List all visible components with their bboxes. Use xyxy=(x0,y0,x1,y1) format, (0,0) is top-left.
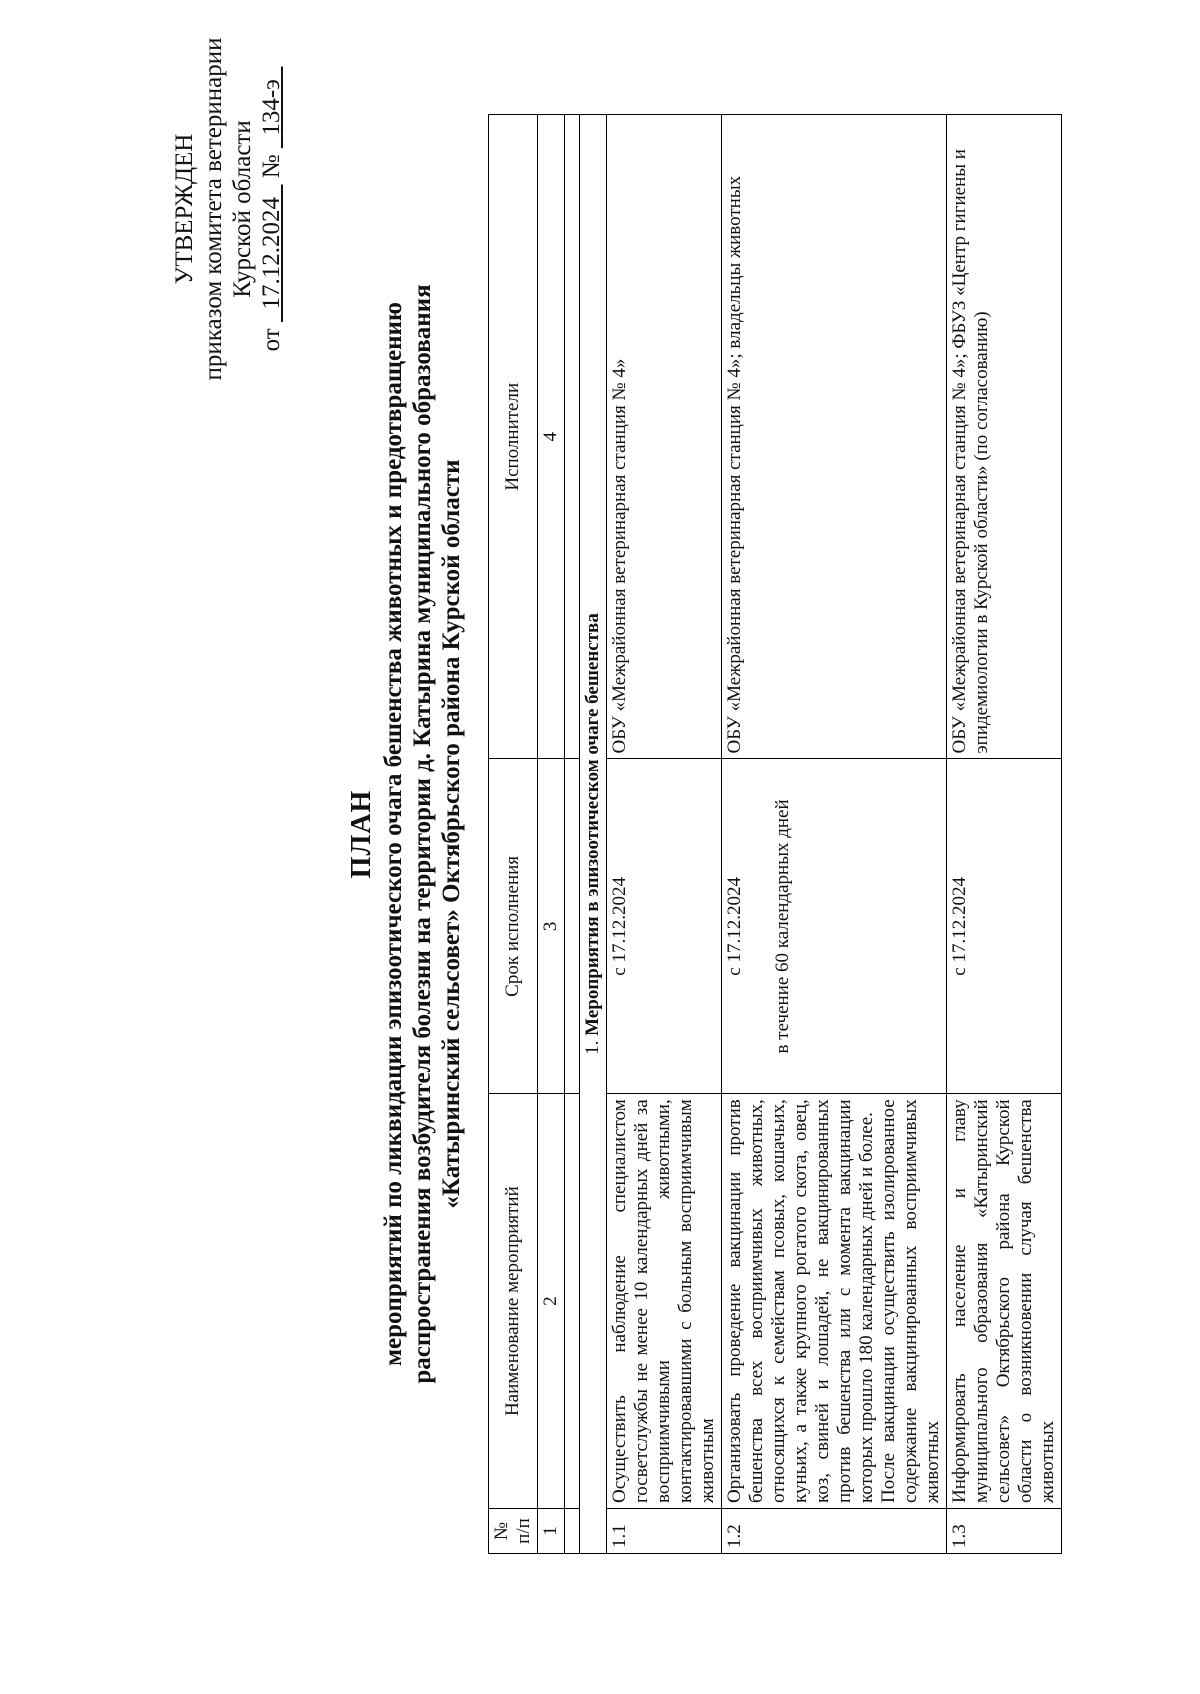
approval-number-sign: № xyxy=(258,154,285,179)
row-term-duration: в течение 60 календарных дней xyxy=(772,799,793,1054)
approval-stamp xyxy=(170,29,286,389)
header-num: № п/п xyxy=(489,1509,538,1554)
header-term: Срок исполнения xyxy=(489,759,538,1094)
approval-order-line xyxy=(257,29,286,389)
column-number: 1 xyxy=(538,1509,565,1554)
approval-line-2: приказом комитета ветеринарии xyxy=(200,37,227,381)
row-term xyxy=(947,759,1062,1094)
plan-subtitle-line-1: мероприятий по ликвидации эпизоотического очага бешенства животных и предотвращению xyxy=(380,302,407,1367)
section-title xyxy=(580,115,607,1554)
section-row xyxy=(580,115,607,1554)
row-exec: ОБУ «Межрайонная ветеринарная станция № 4»; владельцы животных xyxy=(722,115,947,760)
table-row xyxy=(722,115,947,1554)
approval-from-prefix: от xyxy=(258,328,285,352)
column-number-row xyxy=(538,115,565,1554)
row-term-start: с 17.12.2024 xyxy=(949,877,970,976)
table-header-row xyxy=(489,115,538,1554)
row-exec: ОБУ «Межрайонная ветеринарная станция № 4» xyxy=(607,115,722,760)
plan-subtitle-line-3: «Катыринский сельсовет» Октябрьского района Курской области xyxy=(438,459,465,1209)
title-block xyxy=(345,124,466,1544)
table-row xyxy=(607,115,722,1554)
approval-date: 17.12.2024 xyxy=(258,197,285,310)
row-name: Информировать население и главу муниципального образования «Катыринский сельсовет» Октябрьского района Курской области о возникновении случая бешенства животных xyxy=(947,1094,1062,1509)
row-num: 1.1 xyxy=(607,1509,722,1554)
approval-number: 134-э xyxy=(258,79,285,136)
row-term-start: с 17.12.2024 xyxy=(609,877,630,976)
header-exec: Исполнители xyxy=(489,115,538,760)
table-row xyxy=(947,115,1062,1554)
column-number: 2 xyxy=(538,1094,565,1509)
row-term xyxy=(722,759,947,1094)
plan-title: ПЛАН xyxy=(346,789,377,879)
approval-line-3: Курской области xyxy=(229,120,256,298)
approval-line-1: УТВЕРЖДЕН xyxy=(171,133,198,285)
row-name xyxy=(722,1094,947,1509)
column-number: 4 xyxy=(538,115,565,760)
plan-table xyxy=(488,114,1062,1554)
row-name-main: Организовать проведение вакцинации против бешенства всех восприимчивых животных, относящихся к семействам псовых, кошачьих, куньих, а также крупного рогатого скота, овец, коз, свиней и лошадей, не вакцинированных против бешенства или с момента вакцинации которых прошло 180 календарных дней и более. xyxy=(724,1099,877,1504)
column-number: 3 xyxy=(538,759,565,1094)
section-title-text: Мероприятия в эпизоотическом очаге бешенства xyxy=(582,613,603,1036)
row-num: 1.2 xyxy=(722,1509,947,1554)
row-term-start: с 17.12.2024 xyxy=(724,877,745,976)
row-term xyxy=(607,759,722,1094)
header-name: Наименование мероприятий xyxy=(489,1094,538,1509)
row-name: Осуществить наблюдение специалистом госветслужбы не менее 10 календарных дней за восприимчивыми животными, контактировавшими с больным восприимчивым животным xyxy=(607,1094,722,1509)
section-number: 1. xyxy=(582,1040,603,1055)
spacer-row xyxy=(565,115,580,1554)
plan-subtitle-line-2: распространения возбудителя болезни на территории д. Катырина муниципального образования xyxy=(409,284,436,1384)
row-name-extra: После вакцинации осуществить изолированное содержание вакцинированных восприимчивых животных xyxy=(878,1099,943,1504)
row-exec: ОБУ «Межрайонная ветеринарная станция № 4»; ФБУЗ «Центр гигиены и эпидемиологии в Курской области» (по согласованию) xyxy=(947,115,1062,760)
row-num: 1.3 xyxy=(947,1509,1062,1554)
